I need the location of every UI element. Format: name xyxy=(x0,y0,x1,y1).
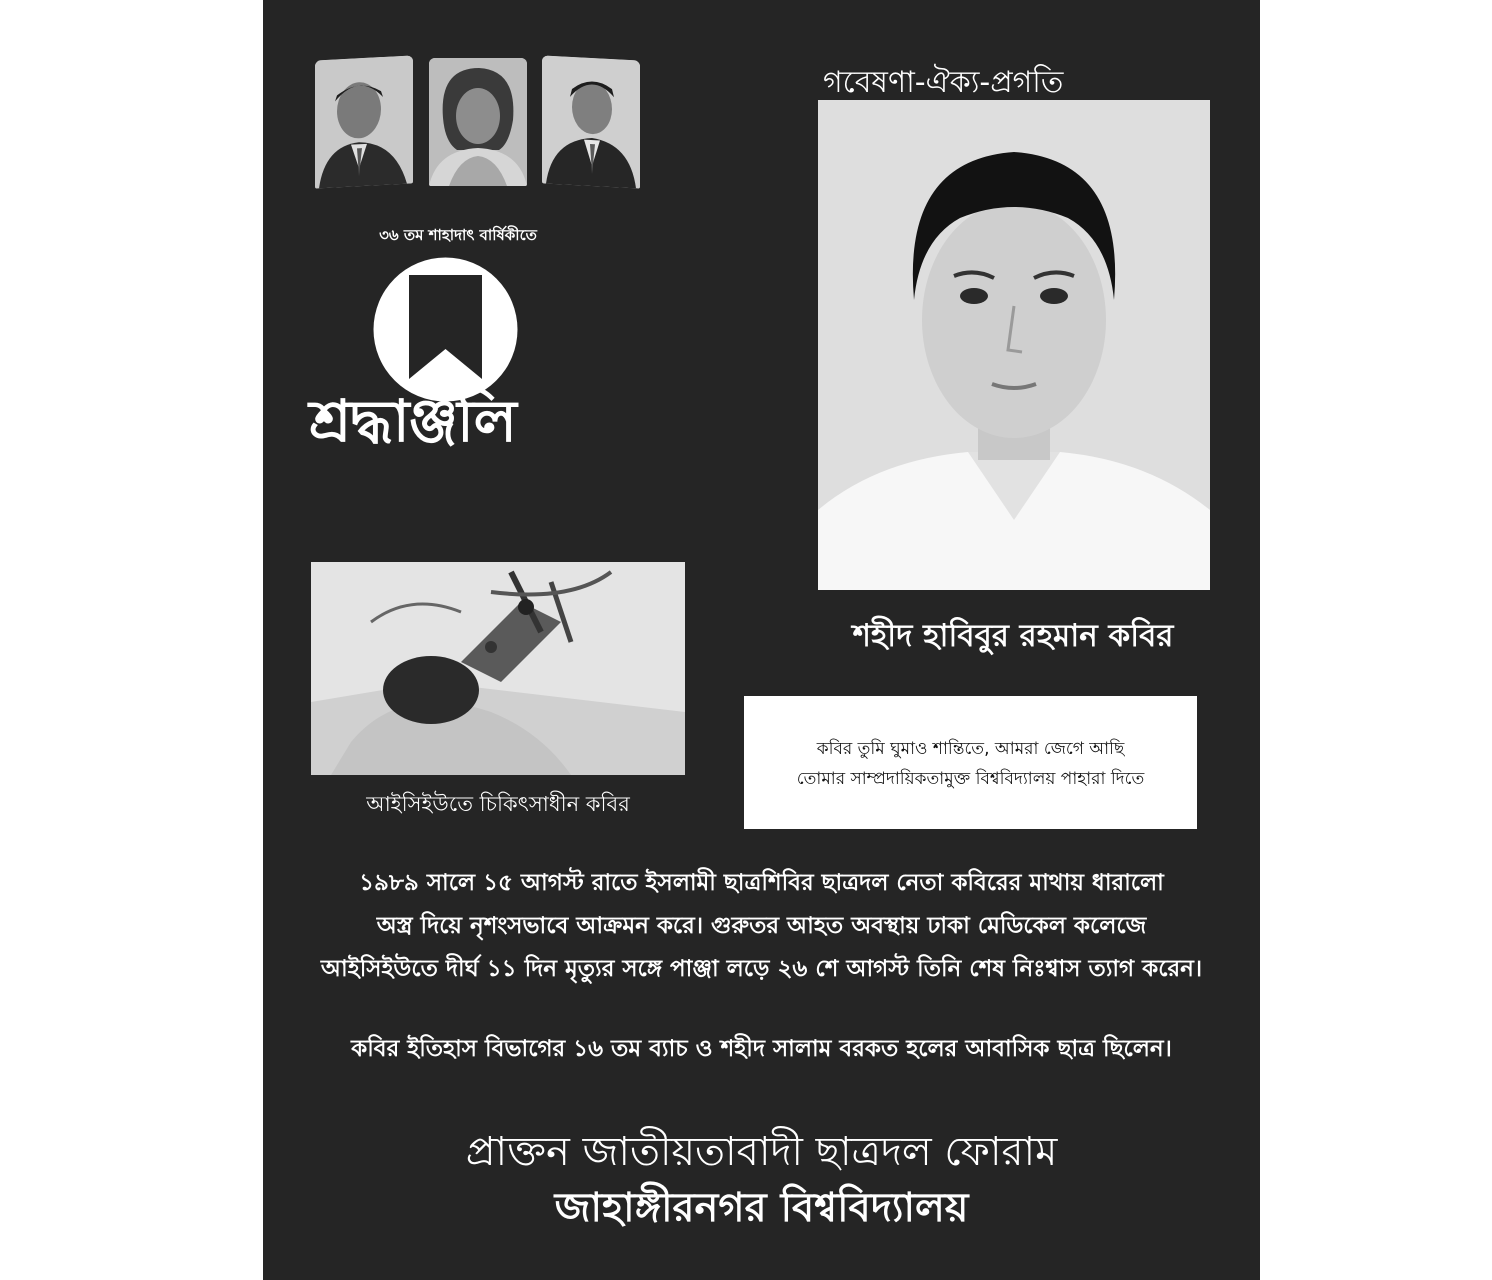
anniversary-text: ৩৬ তম শাহাদাৎ বার্ষিকীতে xyxy=(379,226,537,244)
icu-photo-image xyxy=(311,562,685,775)
leader-portrait-3-image xyxy=(542,55,640,188)
icu-photo-caption: আইসিইউতে চিকিৎসাধীন কবির xyxy=(366,792,630,816)
leader-portrait-1 xyxy=(315,55,413,188)
story-line-2: অস্ত্র দিয়ে নৃশংসভাবে আক্রমন করে। গুরুতর আহত অবস্থায় ঢাকা মেডিকেল কলেজে xyxy=(376,913,1147,939)
story-line-1: ১৯৮৯ সালে ১৫ আগস্ট রাতে ইসলামী ছাত্রশিবির ছাত্রদল নেতা কবিরের মাথায় ধারালো xyxy=(359,870,1164,896)
quote-box xyxy=(744,696,1197,829)
martyr-portrait-image xyxy=(818,100,1210,590)
university-name: জাহাঙ্গীরনগর বিশ্ববিদ্যালয় xyxy=(554,1185,969,1231)
tribute-poster xyxy=(263,0,1260,1280)
icu-photo xyxy=(311,562,685,775)
quote-line-2: তোমার সাম্প্রদায়িকতামুক্ত বিশ্ববিদ্যালয় পাহারা দিতে xyxy=(796,769,1145,789)
leader-portrait-2 xyxy=(429,58,527,186)
leader-portrait-1-image xyxy=(315,55,413,188)
leader-portrait-3 xyxy=(542,55,640,188)
motto-text: গবেষণা-ঐক্য-প্রগতি xyxy=(823,65,1064,100)
leader-portrait-2-image xyxy=(429,58,527,186)
story-paragraph xyxy=(293,862,1230,991)
martyr-portrait xyxy=(818,100,1210,590)
martyr-name: শহীদ হাবিবুর রহমান কবির xyxy=(852,618,1174,654)
student-note: কবির ইতিহাস বিভাগের ১৬ তম ব্যাচ ও শহীদ সালাম বরকত হলের আবাসিক ছাত্র ছিলেন। xyxy=(351,1036,1172,1062)
story-line-3: আইসিইউতে দীর্ঘ ১১ দিন মৃত্যুর সঙ্গে পাঞ্জা লড়ে ২৬ শে আগস্ট তিনি শেষ নিঃশ্বাস ত্যাগ করেন। xyxy=(320,956,1203,982)
organization-name: প্রাক্তন জাতীয়তাবাদী ছাত্রদল ফোরাম xyxy=(465,1129,1058,1175)
tribute-title: শ্রদ্ধাঞ্জলি xyxy=(309,387,516,455)
quote-line-1: কবির তুমি ঘুমাও শান্তিতে, আমরা জেগে আছি xyxy=(816,739,1125,759)
mourning-ribbon-icon xyxy=(373,257,518,402)
